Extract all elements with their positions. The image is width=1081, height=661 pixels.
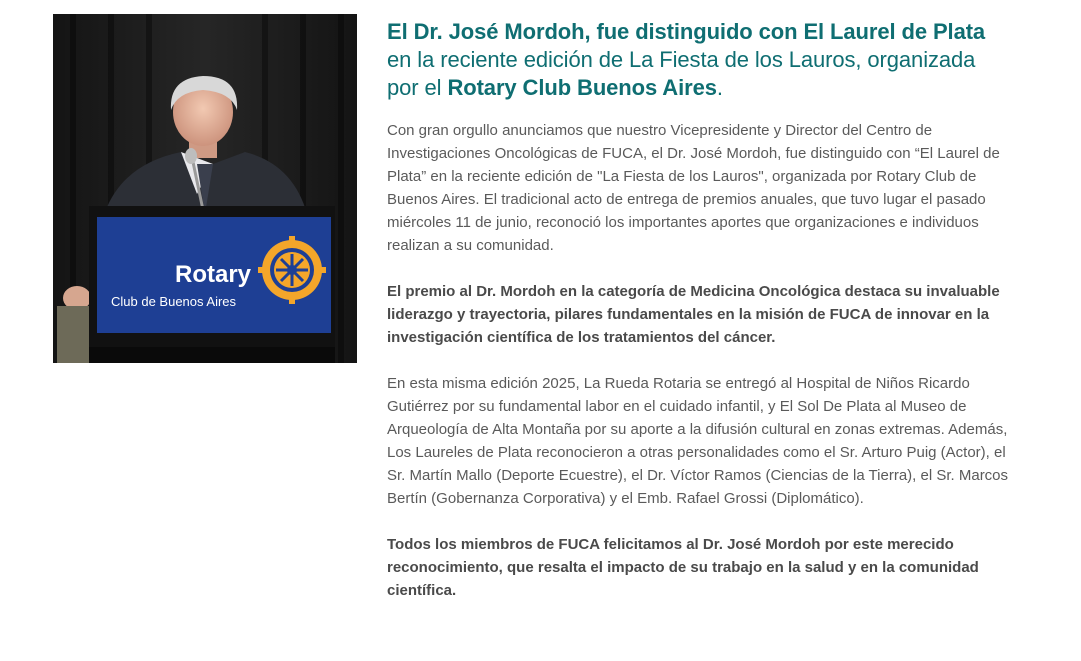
paragraph-closing: Todos los miembros de FUCA felicitamos al Dr. José Mordoh por este merecido reconocimiento, que resalta el impacto de su trabajo en la salud y en la comunidad científica.: [387, 536, 979, 599]
headline-end: .: [716, 75, 723, 100]
paragraph-intro: Con gran orgullo anunciamos que nuestro Vicepresidente y Director del Centro de Investigaciones Oncológicas de FUCA, el Dr. José Mordoh, fue distinguido con “El Laurel de Plata” en la reciente edición de "La Fiesta de los Lauros", organizada por Rotary Club de Buenos Aires. El tradicional acto de entrega de premios anuales, que tuvo lugar el pasado miércoles 11 de junio, reconoció los importantes aportes que organizaciones e individuos realizan a su comunidad.: [387, 122, 1000, 254]
microphone-icon: [185, 148, 197, 164]
article-headline: [387, 18, 1012, 102]
article-photo: [53, 14, 357, 363]
podium-rotary-text: Rotary: [175, 261, 252, 288]
headline-bold-lead: El Dr. José Mordoh, fue distinguido con El Laurel de Plata: [387, 19, 986, 44]
paragraph-award: El premio al Dr. Mordoh en la categoría de Medicina Oncológica destaca su invaluable liderazgo y trayectoria, pilares fundamentales en la misión de FUCA de innovar en la investigación científica de los tratamientos del cáncer.: [387, 283, 1000, 346]
podium-club-text: Club de Buenos Aires: [111, 294, 237, 309]
photo-illustration: [53, 14, 357, 363]
paragraph-edition: En esta misma edición 2025, La Rueda Rotaria se entregó al Hospital de Niños Ricardo Gutiérrez por su fundamental labor en el cuidado infantil, y El Sol De Plata al Museo de Arqueología de Alta Montaña por su aporte a la difusión cultural en zonas extremas. Además, Los Laureles de Plata reconocieron a otras personalidades como el Sr. Arturo Puig (Actor), el Sr. Martín Mallo (Deporte Ecuestre), el Dr. Víctor Ramos (Ciencias de la Tierra), el Sr. Marcos Bertín (Gobernanza Corporativa) y el Emb. Rafael Grossi (Diplomático).: [387, 375, 1009, 507]
article-body: [387, 18, 1012, 625]
headline-middle: en la reciente edición de La Fiesta de los Lauros, organizada por el: [387, 47, 976, 100]
headline-bold-org: Rotary Club Buenos Aires: [447, 75, 717, 100]
